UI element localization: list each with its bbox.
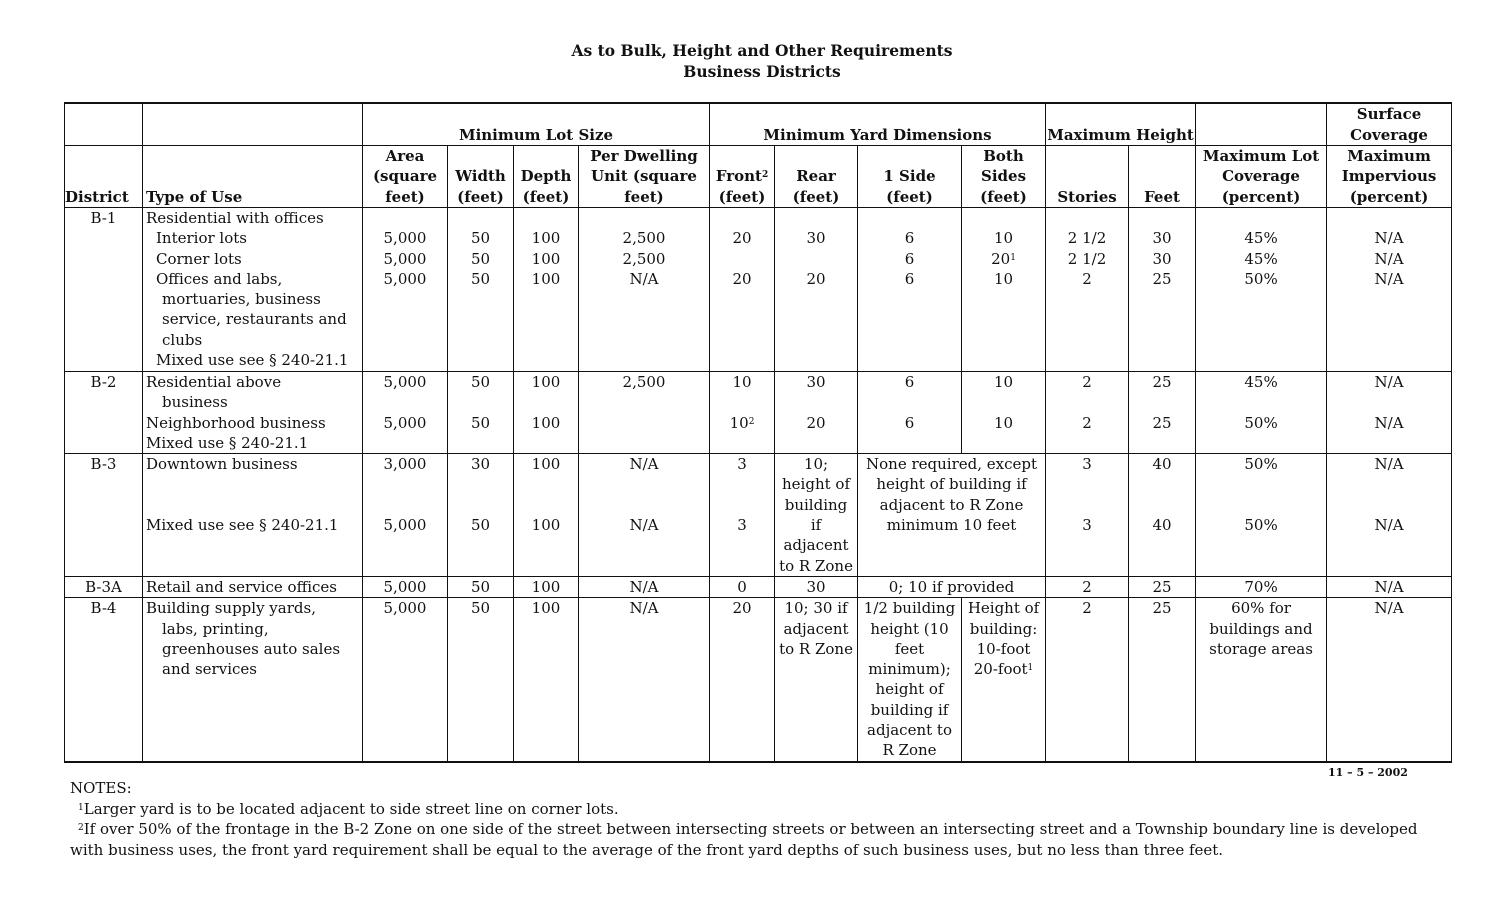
type-of-use-cell	[143, 454, 363, 577]
district-cell: B-2	[65, 372, 143, 454]
revision-date: 11 – 5 – 2002	[1328, 766, 1408, 779]
header-blank-3	[1196, 103, 1327, 146]
rear-cell: 30 20	[775, 372, 858, 454]
use-line: Downtown business	[146, 455, 298, 474]
width-cell: 50 50 50	[448, 208, 514, 372]
rear-cell: 30	[775, 576, 858, 597]
district-cell: B-1	[65, 208, 143, 372]
feet-cell: 25	[1129, 576, 1196, 597]
depth-cell: 100 100	[514, 454, 579, 577]
use-line: labs, printing,	[162, 619, 269, 638]
header-blank-2	[143, 103, 363, 146]
col-max-imperv: Maximum Impervious (percent)	[1327, 146, 1452, 208]
sides-merged-cell: None required, except height of building if adjacent to R Zone minimum 10 feet	[858, 454, 1046, 577]
width-cell: 50 50	[448, 372, 514, 454]
front-cell: 20	[710, 598, 775, 762]
col-both-sides: Both Sides (feet)	[962, 146, 1046, 208]
note-1: $^1$Larger yard is to be located adjacent to side street line on corner lots.	[78, 799, 619, 818]
one-side-cell: 1/2 building height (10 feet minimum); height of building if adjacent to R Zone	[858, 598, 962, 762]
per-dwelling-cell: N/A N/A	[579, 454, 710, 577]
area-cell: 5,000 5,000	[363, 372, 448, 454]
district-cell: B-3A	[65, 576, 143, 597]
stories-cell: 2	[1046, 576, 1129, 597]
use-line: Residential with offices	[146, 209, 324, 227]
table-row	[65, 454, 1452, 577]
use-line: clubs	[162, 330, 203, 349]
impervious-cell: N/A N/A	[1327, 454, 1452, 577]
col-max-lot: Maximum Lot Coverage (percent)	[1196, 146, 1327, 208]
use-line: Neighborhood business	[146, 413, 326, 432]
table-row	[65, 598, 1452, 762]
impervious-cell: N/A	[1327, 576, 1452, 597]
notes-label: NOTES:	[70, 779, 132, 797]
depth-cell: 100 100 100	[514, 208, 579, 372]
per-dwelling-cell: N/A	[579, 598, 710, 762]
col-one-side: 1 Side (feet)	[858, 146, 962, 208]
col-district: District	[65, 146, 143, 208]
rear-cell: 10; height of building if adjacent to R Zone	[775, 454, 858, 577]
col-per-dwelling: Per Dwelling Unit (square feet)	[579, 146, 710, 208]
requirements-table	[64, 102, 1452, 763]
width-cell: 50	[448, 598, 514, 762]
per-dwelling-cell: N/A	[579, 576, 710, 597]
header-max-height: Maximum Height	[1046, 103, 1196, 146]
table-row	[65, 576, 1452, 597]
use-line: Building supply yards,	[146, 599, 316, 618]
use-line: Mixed use see § 240-21.1	[156, 351, 349, 370]
impervious-cell: N/A N/A N/A	[1327, 208, 1452, 372]
use-line: business	[162, 393, 228, 412]
col-front-label: Front	[715, 167, 762, 186]
col-front-unit: (feet)	[718, 187, 766, 206]
area-cell: 5,000	[363, 576, 448, 597]
col-front	[710, 146, 775, 208]
type-of-use-cell: Retail and service offices	[143, 576, 363, 597]
area-cell: 3,000 5,000	[363, 454, 448, 577]
per-dwelling-cell: 2,500 2,500 N/A	[579, 208, 710, 372]
depth-cell: 100 100	[514, 372, 579, 454]
header-blank-1	[65, 103, 143, 146]
type-of-use-cell	[143, 208, 363, 372]
feet-cell: 25 25	[1129, 372, 1196, 454]
one-side-cell: 6 6	[858, 372, 962, 454]
one-side-cell: 6 6 6	[858, 208, 962, 372]
district-cell: B-4	[65, 598, 143, 762]
feet-cell: 30 30 25	[1129, 208, 1196, 372]
header-surface: Surface Coverage	[1327, 103, 1452, 146]
use-line: mortuaries, business	[162, 290, 321, 309]
impervious-cell: N/A N/A	[1327, 372, 1452, 454]
title-line-2: Business Districts	[683, 62, 841, 81]
impervious-cell: N/A	[1327, 598, 1452, 762]
type-of-use-cell	[143, 372, 363, 454]
col-stories: Stories	[1046, 146, 1129, 208]
use-line: Corner lots	[156, 249, 242, 268]
lot-coverage-cell: 70%	[1196, 576, 1327, 597]
width-cell: 50	[448, 576, 514, 597]
col-width: Width (feet)	[448, 146, 514, 208]
stories-cell: 3 3	[1046, 454, 1129, 577]
lot-coverage-cell: 45% 45% 50%	[1196, 208, 1327, 372]
area-cell: 5,000	[363, 598, 448, 762]
front-cell: 20 20	[710, 208, 775, 372]
both-sides-cell: Height of building: 10-foot 20-foot$^1$	[962, 598, 1046, 762]
col-feet: Feet	[1129, 146, 1196, 208]
type-of-use-cell	[143, 598, 363, 762]
col-type-of-use: Type of Use	[143, 146, 363, 208]
front-cell: 0	[710, 576, 775, 597]
use-line: Interior lots	[156, 229, 247, 248]
use-line: Residential above	[146, 373, 282, 391]
col-depth: Depth (feet)	[514, 146, 579, 208]
use-line: Mixed use see § 240-21.1	[146, 516, 339, 535]
lot-coverage-cell: 45% 50%	[1196, 372, 1327, 454]
lot-coverage-cell: 60% for buildings and storage areas	[1196, 598, 1327, 762]
stories-cell: 2 2	[1046, 372, 1129, 454]
header-min-lot-size: Minimum Lot Size	[363, 103, 710, 146]
front-cell: 10 $10^2$	[710, 372, 775, 454]
rear-cell: 30 20	[775, 208, 858, 372]
feet-cell: 40 40	[1129, 454, 1196, 577]
lot-coverage-cell: 50% 50%	[1196, 454, 1327, 577]
note-2: $^2$If over 50% of the frontage in the B-2 Zone on one side of the street between intersecting streets or between an intersecting street and a Township boundary line is developed with business uses, the front yard requirement shall be equal to the average of the front yard depths of such business uses, but no less than three feet.	[70, 820, 1418, 859]
per-dwelling-cell: 2,500	[579, 372, 710, 454]
district-cell: B-3	[65, 454, 143, 577]
rear-cell: 10; 30 if adjacent to R Zone	[775, 598, 858, 762]
col-area: Area (square feet)	[363, 146, 448, 208]
table-row	[65, 208, 1452, 372]
both-sides-cell: 10 10	[962, 372, 1046, 454]
front-cell: 3 3	[710, 454, 775, 577]
width-cell: 30 50	[448, 454, 514, 577]
col-rear: Rear (feet)	[775, 146, 858, 208]
use-line: Offices and labs,	[156, 269, 283, 288]
stories-cell: 2	[1046, 598, 1129, 762]
title-line-1: As to Bulk, Height and Other Requirements	[571, 41, 953, 60]
use-line: greenhouses auto sales	[162, 639, 341, 658]
col-front-sup: 2	[761, 170, 769, 181]
page-title	[0, 40, 1508, 82]
area-cell: 5,000 5,000 5,000	[363, 208, 448, 372]
both-sides-cell: 10 $20^1$ 10	[962, 208, 1046, 372]
header-min-yard: Minimum Yard Dimensions	[710, 103, 1046, 146]
use-line: service, restaurants and	[162, 310, 347, 329]
feet-cell: 25	[1129, 598, 1196, 762]
depth-cell: 100	[514, 598, 579, 762]
use-line: Mixed use § 240-21.1	[146, 433, 309, 452]
sides-merged-cell: 0; 10 if provided	[858, 576, 1046, 597]
stories-cell: 2 1/2 2 1/2 2	[1046, 208, 1129, 372]
depth-cell: 100	[514, 576, 579, 597]
use-line: and services	[162, 660, 257, 679]
table-row	[65, 372, 1452, 454]
notes-section	[70, 778, 1450, 860]
